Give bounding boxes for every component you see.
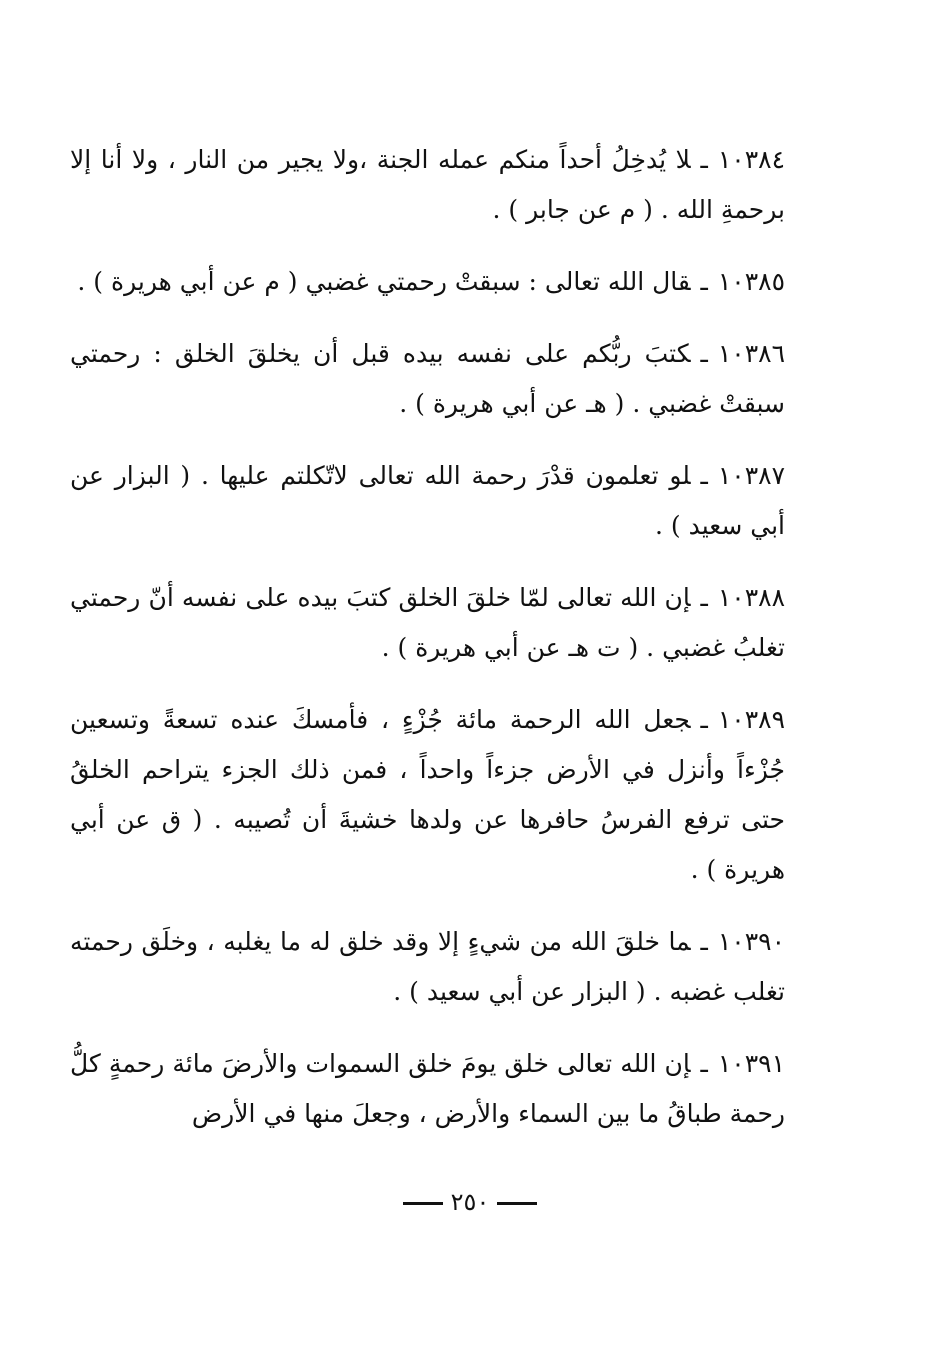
- page-body: [70, 135, 785, 1161]
- hadith-entry: [70, 135, 785, 235]
- hadith-entry: [70, 1039, 785, 1139]
- hadith-separator: ـ: [700, 583, 708, 612]
- hadith-number: ١٠٣٩١: [717, 1049, 785, 1078]
- hadith-entry: [70, 451, 785, 551]
- hadith-text: قال الله تعالى : سبقتْ رحمتي غضبي ( م عن أبي هريرة ) .: [77, 267, 691, 296]
- hadith-text: جعل الله الرحمة مائة جُزْءٍ ، فأمسكَ عنده تسعةً وتسعين جُزْءاً وأنزل في الأرض جزءاً واحداً ، فمن ذلك الجزء يتراحم الخلقُ حتى ترفع الفرسُ حافرها عن ولدها خشيةَ أن تُصيبه . ( ق عن أبي هريرة ) .: [70, 705, 785, 884]
- hadith-entry: [70, 917, 785, 1017]
- hadith-separator: ـ: [700, 339, 708, 368]
- hadith-entry: [70, 329, 785, 429]
- hadith-text: ما خلقَ الله من شيءٍ إلا وقد خلق له ما يغلبه ، وخلَق رحمته تغلب غضبه . ( البزار عن أبي سعيد ) .: [70, 927, 785, 1006]
- hadith-text: لو تعلمون قدْرَ رحمة الله تعالى لاتّكلتم عليها . ( البزار عن أبي سعيد ) .: [70, 461, 785, 540]
- hadith-separator: ـ: [700, 705, 708, 734]
- hadith-entry: [70, 257, 785, 307]
- page-number: ٢٥٠: [450, 1188, 490, 1216]
- hadith-number: ١٠٣٩٠: [717, 927, 785, 956]
- hadith-separator: ـ: [700, 267, 708, 296]
- hadith-number: ١٠٣٨٨: [717, 583, 785, 612]
- folio-dash-left: [497, 1202, 537, 1205]
- hadith-number: ١٠٣٨٤: [717, 145, 785, 174]
- hadith-number: ١٠٣٨٥: [717, 267, 785, 296]
- hadith-separator: ـ: [700, 461, 708, 490]
- hadith-text: إن الله تعالى لمّا خلقَ الخلق كتبَ بيده على نفسه أنّ رحمتي تغلبُ غضبي . ( ت هـ عن أبي هريرة ) .: [70, 583, 785, 662]
- hadith-separator: ـ: [700, 1049, 708, 1078]
- hadith-number: ١٠٣٨٦: [717, 339, 785, 368]
- hadith-text: كتبَ ربُّكم على نفسه بيده قبل أن يخلقَ الخلق : رحمتي سبقتْ غضبي . ( هـ عن أبي هريرة ) .: [70, 339, 785, 418]
- hadith-entry: [70, 695, 785, 895]
- hadith-text: إن الله تعالى خلق يومَ خلق السموات والأرضَ مائة رحمةٍ كلُّ رحمة طباقُ ما بين السماء والأرض ، وجعلَ منها في الأرض: [70, 1049, 785, 1128]
- hadith-number: ١٠٣٨٧: [717, 461, 785, 490]
- hadith-entry: [70, 573, 785, 673]
- page-number-footer: [0, 1188, 940, 1216]
- hadith-separator: ـ: [700, 145, 708, 174]
- hadith-text: لا يُدخِلُ أحداً منكم عمله الجنة ،ولا يجير من النار ، ولا أنا إلا برحمةِ الله . ( م عن جابر ) .: [70, 145, 785, 224]
- folio-dash-right: [403, 1202, 443, 1205]
- hadith-number: ١٠٣٨٩: [717, 705, 785, 734]
- hadith-separator: ـ: [700, 927, 708, 956]
